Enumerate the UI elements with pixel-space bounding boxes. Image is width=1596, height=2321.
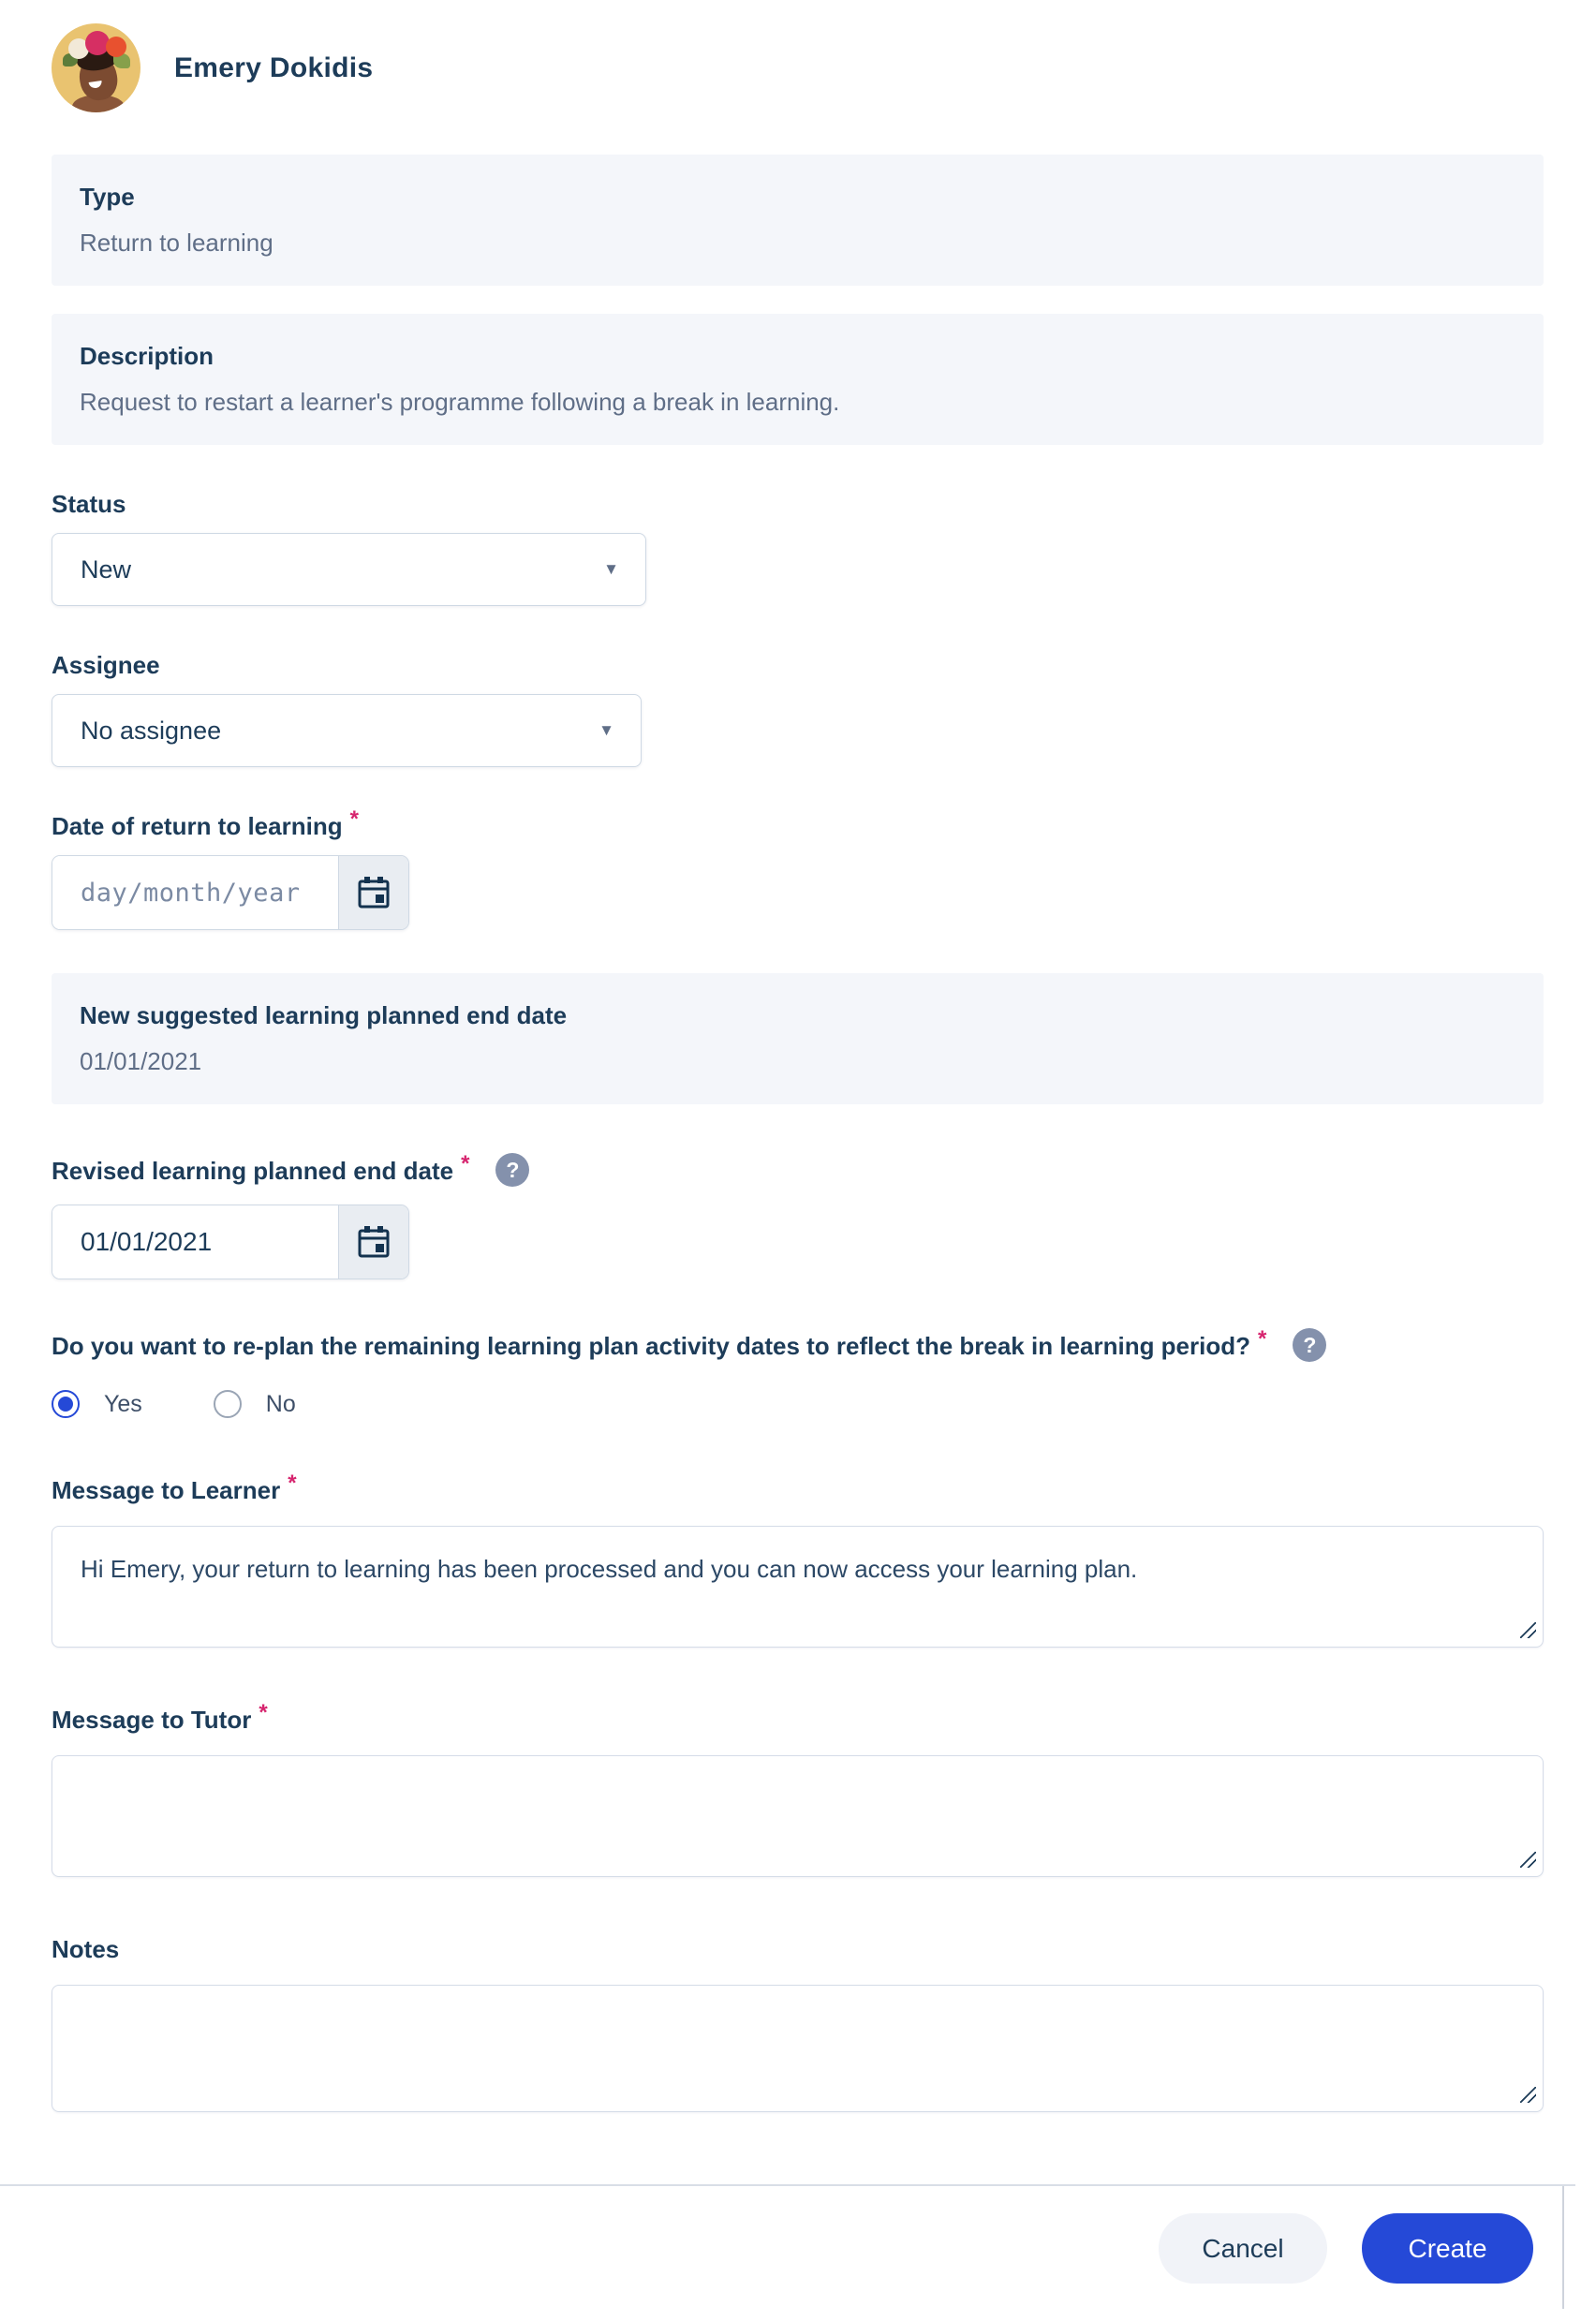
chevron-down-icon: ▼ bbox=[598, 721, 614, 739]
required-asterisk: * bbox=[349, 806, 359, 832]
calendar-icon bbox=[357, 874, 391, 912]
suggested-end-date-panel bbox=[52, 973, 1544, 1104]
revised-end-date-input[interactable] bbox=[52, 1205, 338, 1279]
chevron-down-icon: ▼ bbox=[603, 560, 619, 578]
return-date-label: Date of return to learning * bbox=[52, 806, 359, 840]
calendar-icon bbox=[357, 1223, 391, 1262]
learner-avatar bbox=[52, 23, 140, 112]
radio-selected-icon bbox=[52, 1390, 80, 1418]
replan-option-no-label: No bbox=[265, 1390, 296, 1417]
create-button[interactable]: Create bbox=[1362, 2213, 1533, 2284]
help-icon[interactable]: ? bbox=[495, 1153, 529, 1187]
notes-textarea[interactable] bbox=[52, 1985, 1544, 2112]
assignee-label: Assignee bbox=[52, 651, 160, 679]
learner-name: Emery Dokidis bbox=[174, 52, 374, 83]
help-icon[interactable]: ? bbox=[1293, 1328, 1326, 1362]
message-to-tutor-wrap bbox=[52, 1755, 1544, 1877]
revised-end-date-group bbox=[52, 1205, 409, 1279]
required-asterisk: * bbox=[288, 1471, 297, 1496]
replan-option-yes-label: Yes bbox=[104, 1390, 142, 1417]
status-dropdown-value: New bbox=[81, 554, 132, 584]
type-label: Type bbox=[80, 183, 135, 211]
message-to-learner-textarea[interactable] bbox=[52, 1526, 1544, 1648]
replan-radio-group bbox=[52, 1390, 1544, 1418]
cancel-button[interactable]: Cancel bbox=[1159, 2213, 1327, 2284]
replan-option-yes[interactable] bbox=[52, 1390, 142, 1418]
required-asterisk: * bbox=[461, 1151, 470, 1176]
assignee-dropdown[interactable] bbox=[52, 694, 642, 767]
revised-end-date-label: Revised learning planned end date * ? bbox=[52, 1157, 1544, 1190]
return-date-calendar-button[interactable] bbox=[338, 856, 408, 929]
description-panel bbox=[52, 314, 1544, 445]
footer-buttons bbox=[1159, 2213, 1533, 2284]
form-footer bbox=[0, 2184, 1596, 2321]
return-date-input[interactable] bbox=[52, 856, 338, 929]
description-label: Description bbox=[80, 342, 214, 370]
message-to-learner-label: Message to Learner * bbox=[52, 1471, 297, 1504]
message-to-learner-wrap bbox=[52, 1526, 1544, 1648]
notes-label: Notes bbox=[52, 1935, 120, 1963]
message-to-tutor-textarea[interactable] bbox=[52, 1755, 1544, 1877]
assignee-dropdown-value: No assignee bbox=[81, 716, 222, 745]
suggested-end-date-value: 01/01/2021 bbox=[80, 1047, 202, 1075]
message-to-tutor-label: Message to Tutor * bbox=[52, 1700, 268, 1734]
replan-option-no[interactable] bbox=[214, 1390, 296, 1418]
status-dropdown[interactable] bbox=[52, 533, 646, 606]
return-date-group bbox=[52, 855, 409, 930]
type-value: Return to learning bbox=[80, 229, 273, 257]
suggested-end-date-label: New suggested learning planned end date bbox=[80, 1001, 568, 1029]
revised-end-date-calendar-button[interactable] bbox=[338, 1205, 408, 1279]
status-label: Status bbox=[52, 490, 126, 518]
description-value: Request to restart a learner's programme following a break in learning. bbox=[80, 388, 840, 416]
footer-divider bbox=[0, 2184, 1575, 2186]
avatar-art bbox=[106, 37, 126, 57]
learner-header bbox=[52, 0, 1544, 112]
replan-question-label: Do you want to re-plan the remaining learning plan activity dates to reflect the break in learning period? * ? bbox=[52, 1332, 1544, 1366]
required-asterisk: * bbox=[1258, 1326, 1267, 1352]
type-panel bbox=[52, 155, 1544, 286]
scrollbar-track[interactable] bbox=[1562, 2186, 1564, 2309]
radio-unselected-icon bbox=[214, 1390, 242, 1418]
notes-wrap bbox=[52, 1985, 1544, 2112]
required-asterisk: * bbox=[259, 1700, 268, 1725]
